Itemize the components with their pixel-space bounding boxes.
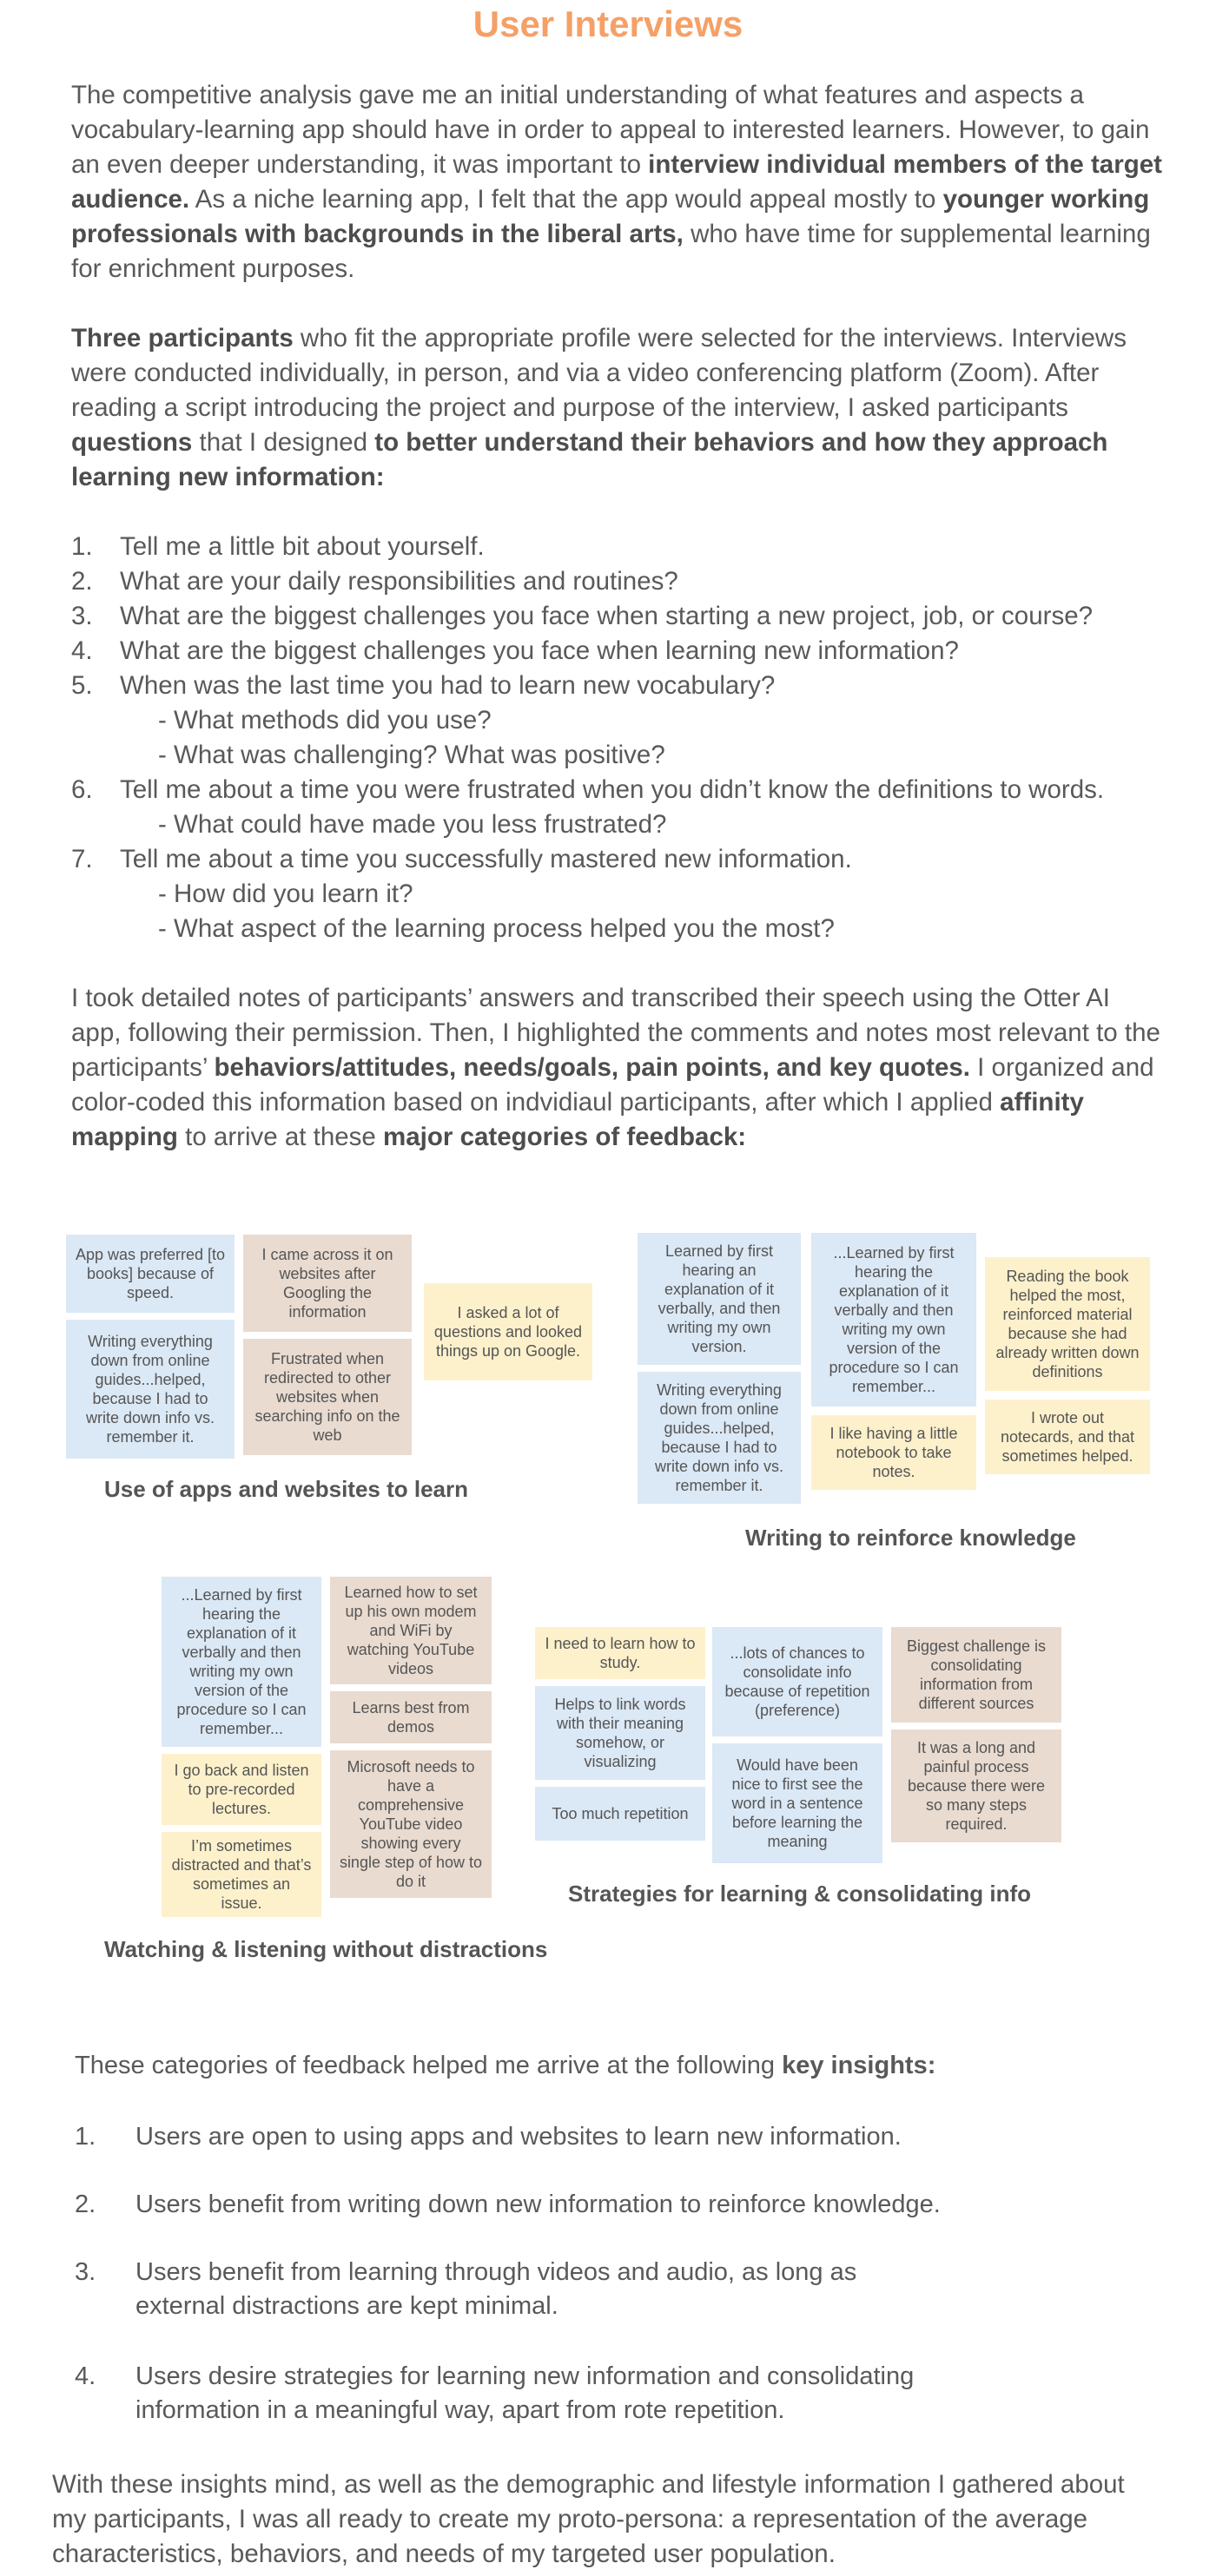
notes-text: to arrive at these xyxy=(177,1123,384,1151)
sticky-note: I’m sometimes distracted and that’s sometimes an issue. xyxy=(162,1832,321,1917)
sticky-note: I need to learn how to study. xyxy=(535,1627,705,1679)
insights-intro: These categories of feedback helped me arrive at the following key insights: xyxy=(75,2052,936,2079)
sticky-note: Writing everything down from online guides...helped, because I had to write down info vs. remember it. xyxy=(638,1372,801,1504)
sticky-note: Frustrated when redirected to other websites when searching info on the web xyxy=(243,1339,412,1455)
sticky-note: Helps to link words with their meaning somehow, or visualizing xyxy=(535,1686,705,1780)
notes-paragraph xyxy=(71,981,1166,1155)
affinity-group-caption: Use of apps and websites to learn xyxy=(104,1476,468,1502)
notes-emphasis: affinity mapping xyxy=(71,1088,1084,1151)
intro-emphasis: younger working professionals with backgrounds in the liberal arts, xyxy=(71,185,1150,248)
intro-text: As a niche learning app, I felt that the app would appeal mostly to xyxy=(189,185,943,214)
question-item: 7. Tell me about a time you successfully mastered new information. xyxy=(71,845,852,873)
affinity-group-caption: Strategies for learning & consolidating info xyxy=(568,1881,1032,1907)
insight-item: 4. Users desire strategies for learning new information and consolidating information in a meaningful way, apart from rote repetition. xyxy=(75,2362,915,2424)
question-item: 3. What are the biggest challenges you face when starting a new project, job, or course? xyxy=(71,602,1094,630)
sticky-note: I go back and listen to pre-recorded lectures. xyxy=(162,1754,321,1825)
participants-paragraph xyxy=(71,321,1166,495)
participants-text: that I designed xyxy=(192,428,375,457)
sticky-note: It was a long and painful process because there were so many steps required. xyxy=(891,1729,1061,1842)
question-subitem: - What could have made you less frustrated? xyxy=(158,810,667,839)
insight-item: 3. Users benefit from learning through videos and audio, as long as external distractions are kept minimal. xyxy=(75,2258,857,2320)
question-item: 5. When was the last time you had to learn new vocabulary? xyxy=(71,671,776,700)
notes-emphasis: behaviors/attitudes, needs/goals, pain points, and key quotes. xyxy=(214,1053,970,1082)
question-item: 1. Tell me a little bit about yourself. xyxy=(71,532,485,561)
sticky-note: I wrote out notecards, and that sometimes helped. xyxy=(985,1400,1150,1474)
question-item: 4. What are the biggest challenges you face when learning new information? xyxy=(71,636,959,665)
intro-text: who have time for supplemental learning for enrichment purposes. xyxy=(71,220,1151,283)
closing-paragraph: With these insights mind, as well as the demographic and lifestyle information I gathered about my participants, I was all ready to create my proto-persona: a representation of the average characteristics, behaviors, and needs of my targeted user population. xyxy=(52,2470,1125,2568)
sticky-note: I came across it on websites after Googling the information xyxy=(243,1235,412,1332)
interview-questions-list xyxy=(71,530,1200,946)
sticky-note: Too much repetition xyxy=(535,1787,705,1841)
insight-item: 1. Users are open to using apps and websites to learn new information. xyxy=(75,2123,902,2151)
sticky-note: Writing everything down from online guides...helped, because I had to write down info vs. remember it. xyxy=(66,1320,235,1459)
intro-text: The competitive analysis gave me an initial understanding of what features and aspects a vocabulary-learning app should have in order to appeal to interested learners. However, to gain an even deeper understanding, it was important to xyxy=(71,81,1150,179)
question-item: 2. What are your daily responsibilities and routines? xyxy=(71,567,678,596)
participants-emphasis: to better understand their behaviors and how they approach learning new information: xyxy=(71,428,1108,491)
sticky-note: ...lots of chances to consolidate info because of repetition (preference) xyxy=(712,1627,882,1736)
sticky-note: Learned how to set up his own modem and WiFi by watching YouTube videos xyxy=(330,1577,492,1684)
sticky-note: Learned by first hearing an explanation of it verbally, and then writing my own version. xyxy=(638,1233,801,1365)
question-subitem: - What aspect of the learning process helped you the most? xyxy=(158,914,835,943)
intro-emphasis: interview individual members of the target audience. xyxy=(71,150,1162,214)
insight-item: 2. Users benefit from writing down new information to reinforce knowledge. xyxy=(75,2191,941,2218)
sticky-note: Microsoft needs to have a comprehensive YouTube video showing every single step of how to do it xyxy=(330,1750,492,1898)
participants-emphasis: questions xyxy=(71,428,193,457)
participants-emphasis: Three participants xyxy=(71,324,294,352)
intro-paragraph xyxy=(71,78,1166,287)
sticky-note: I like having a little notebook to take notes. xyxy=(811,1415,976,1490)
sticky-note: App was preferred [to books] because of speed. xyxy=(66,1235,235,1313)
question-subitem: - What was challenging? What was positive? xyxy=(158,741,665,769)
sticky-note: ...Learned by first hearing the explanation of it verbally and then writing my own version of the procedure so I can remember... xyxy=(811,1233,976,1407)
affinity-group-caption: Watching & listening without distractions xyxy=(104,1936,548,1962)
sticky-note: I asked a lot of questions and looked things up on Google. xyxy=(424,1283,592,1380)
notes-text: I organized and color-coded this information based on indvidiaul participants, after which I applied xyxy=(71,1053,1154,1117)
page-title: User Interviews xyxy=(473,3,743,44)
sticky-note: Learns best from demos xyxy=(330,1691,492,1743)
sticky-note: Reading the book helped the most, reinforced material because she had already written down definitions xyxy=(985,1257,1150,1391)
notes-emphasis: major categories of feedback: xyxy=(383,1123,747,1151)
notes-text: I took detailed notes of participants’ answers and transcribed their speech using the Otter AI app, following their permission. Then, I highlighted the comments and notes most relevant to the participants’ xyxy=(71,984,1160,1082)
participants-text: who fit the appropriate profile were selected for the interviews. Interviews were conducted individually, in person, and via a video conferencing platform (Zoom). After reading a script introducing the project and purpose of the interview, I asked participants xyxy=(71,324,1127,422)
question-item: 6. Tell me about a time you were frustrated when you didn’t know the definitions to words. xyxy=(71,775,1105,804)
question-subitem: - How did you learn it? xyxy=(158,880,413,908)
sticky-note: Biggest challenge is consolidating information from different sources xyxy=(891,1627,1061,1723)
sticky-note: ...Learned by first hearing the explanation of it verbally and then writing my own version of the procedure so I can remember... xyxy=(162,1577,321,1747)
question-subitem: - What methods did you use? xyxy=(158,706,492,735)
sticky-note: Would have been nice to first see the word in a sentence before learning the meaning xyxy=(712,1743,882,1863)
affinity-group-caption: Writing to reinforce knowledge xyxy=(745,1525,1076,1551)
